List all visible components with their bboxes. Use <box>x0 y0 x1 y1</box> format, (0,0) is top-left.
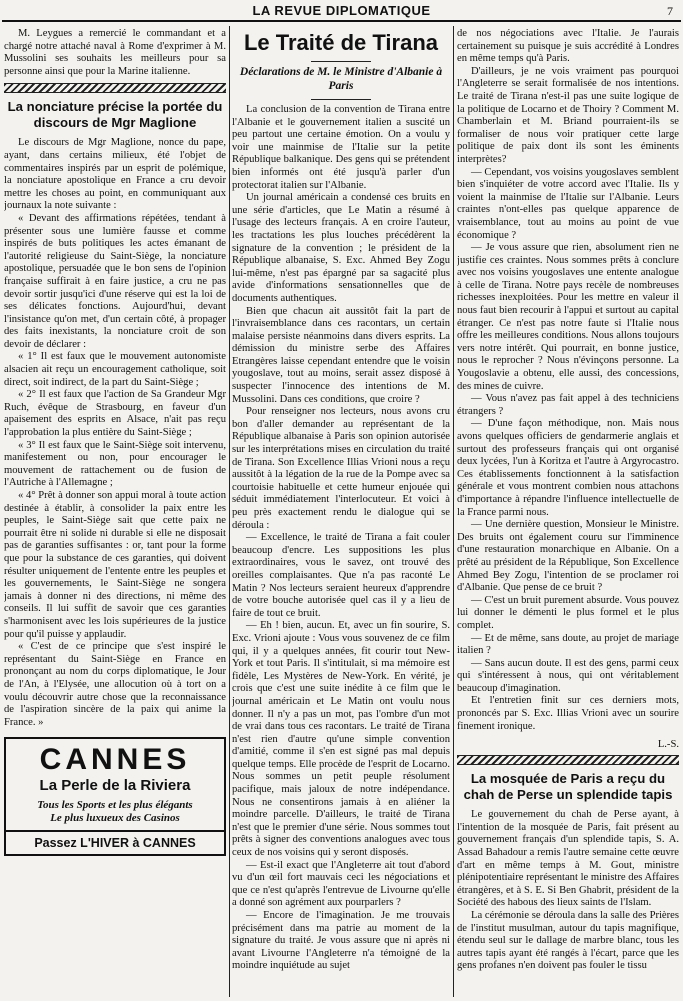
article-paragraph: — D'une façon méthodique, non. Mais nous avons quelques officiers de gendarmerie anglais et surtout des professeurs français qui ont organisé deux lycées, l'un à Koritza et l'autre à Argyrocastro. Ces établissements fonctionnent à la satisfaction générale et vous montrent combien nous attachons d'importance à répandre l'influence intellectuelle de la France parmi nous. <box>457 418 679 518</box>
article-paragraph: — Excellence, le traité de Tirana a fait couler beaucoup d'encre. Les suppositions les plus extraordinaires, vous le savez, ont trouvé des oreilles complaisantes. Que n'a pas raconté Le Matin ? Nos lecteurs seraient heureux d'apprendre de votre bouche autorisée quel cas il y a lieu de faire de tout ce bruit. <box>232 532 450 619</box>
article-paragraph: — Vous n'avez pas fait appel à des techniciens étrangers ? <box>457 393 679 417</box>
article-paragraph: — Eh ! bien, aucun. Et, avec un fin sourire, S. Exc. Vrioni ajoute : Vous vous souvenez de ce film qui, il y a quelques années, fit courir tout New-York et tout Paris. Il s'intitulait, si ma mémoire est fidèle, Les Mystères de New-York. En vérité, je crois que c'est une suite inédite à ce film que le journal américain et Le Matin ont voulu nous donner. Il n'y a pas un mot, pas l'ombre d'un mot de vrai dans tous ces racontars. Le traité de Tirana n'est rien d'autre qu'une simple convention d'amitié, comme il s'en est signé pas mal depuis quelque temps. Elle procède de l'esprit de Locarno. Nous sommes un petit peuple résolument pacifique, mais jaloux de notre indépendance. Nous ne consentirons jamais à en aliéner la moindre parcelle. D'ailleurs, le traité de Tirana n'est que le premier d'une série. Nous sommes tout prêts à signer des conventions analogues avec tous ceux de nos voisins qui y seront disposés. <box>232 620 450 859</box>
ad-footer: Passez L'HIVER à CANNES <box>6 830 224 854</box>
article-paragraph: « C'est de ce principe que s'est inspiré le représentant du Saint-Siège en France en prononçant au nom du corps diplomatique, le Jour de l'An, à l'Elysée, une allocution où à tort on a voulu découvrir autre chose que la reconnaissance de l'aspiration sincère de la paix qui anime la France. » <box>4 641 226 728</box>
article-paragraph: — Sans aucun doute. Il est des gens, parmi ceux qui s'intéressent à nous, qui ont véritablement beaucoup d'imagination. <box>457 657 679 694</box>
cannes-advertisement <box>4 737 226 856</box>
author-signature: L.-S. <box>657 739 679 751</box>
masthead-rule <box>2 20 681 22</box>
masthead <box>0 0 683 22</box>
article-paragraph: — Cependant, vos voisins yougoslaves semblent bien s'inquiéter de votre accord avec l'Italie. Ils y voient la mainmise de l'Italie sur l'Albanie. Leurs craintes n'ont-elles pas quelque apparence de vraisemblance, tout au moins au point de vue économique ? <box>457 166 679 241</box>
article-paragraph: Bien que chacun ait aussitôt fait la part de l'invraisemblance dans ces racontars, un certain malaise persiste néanmoins dans divers esprits. La démission du ministre serbe des Affaires Etrangères laisse cependant entendre que le voisin yougoslave, tout au moins, serait assez disposé à suspecter l'innocence des intentions de M. Mussolini. Dans ces conditions, que croire ? <box>232 305 450 405</box>
ad-line: Tous les Sports et les plus élégants <box>37 799 193 812</box>
article-paragraph: Et l'entretien finit sur ces derniers mots, prononcés par S. Exc. Illias Vrioni avec un sourire finement ironique. <box>457 695 679 732</box>
section-divider <box>4 83 226 93</box>
article-paragraph: Pour renseigner nos lecteurs, nous avons cru bon d'aller demander au représentant de la République albanaise à Paris son opinion autorisée sur les interprétations mises en circulation du traité de Tirana. Son Excellence Illias Vrioni nous a reçu aussitôt à la légation de la rue de la Pompe avec sa courtoisie habituelle et cette humeur enjouée qui séduit immédiatement l'interlocuteur. Et voici à peu près exactement rendu le dialogue qui se déroula : <box>232 406 450 531</box>
article-paragraph: — Et de même, sans doute, au projet de mariage italien ? <box>457 632 679 657</box>
subhead-rule <box>311 99 371 100</box>
article-paragraph: La cérémonie se déroula dans la salle des Prières de l'institut musulman, autour du tapis magnifique, étendu seul sur le dallage de marbre blanc, tous les autres tapis ayant été rangés à l'écart, parce que les gens profanes n'en doivent pas fouler le tissu <box>457 910 679 972</box>
article-paragraph: « 1° Il est faux que le mouvement autonomiste alsacien ait reçu un encouragement catholique, soit direct, soit indirect, de la part du Saint-Siège ; <box>4 351 226 388</box>
column-center <box>232 28 450 997</box>
article-paragraph: « 3° Il est faux que le Saint-Siège soit intervenu, manifestement ou non, pour encourager le mouvement de rattachement ou de fusion de l'Autriche à l'Allemagne ; <box>4 439 226 489</box>
mosquee-headline: La mosquée de Paris a reçu du chah de Perse un splendide tapis <box>463 771 673 803</box>
section-divider <box>457 755 679 765</box>
article-paragraph: Un journal américain a condensé ces bruits en une série d'articles, que Le Matin a résumé à l'usage des lecteurs français. A en croire l'auteur, les tractations les plus louches précédèrent la signature de la convention ; le président de la République albanaise, S. Exc. Ahmed Bey Zogu lui-même, n'est pas épargné par sa sagacité plus avide d'informations sensationnelles que de documents authentiques. <box>232 192 450 304</box>
ad-line: Le plus luxueux des Casinos <box>50 812 180 825</box>
column-right <box>457 28 679 997</box>
tirana-headline: Le Traité de Tirana <box>243 30 438 55</box>
nonciature-headline: La nonciature précise la portée du discours de Mgr Maglione <box>7 99 223 131</box>
article-paragraph: — Une dernière question, Monsieur le Ministre. Des bruits ont également couru sur l'imminence d'une restauration monarchique en Albanie. On a prêté au président de la République, Son Excellence Ahmed Bey Zogu, l'intention de se proclamer roi d'Albanie. Que pense de ce bruit ? <box>457 519 679 594</box>
column-rule <box>229 26 230 997</box>
tirana-subhead: Déclarations de M. le Ministre d'Albanie à Paris <box>239 66 443 92</box>
article-paragraph: — Je vous assure que rien, absolument rien ne justifie ces craintes. Nous sommes prêts à conclure avec nos voisins yougoslaves une entente analogue à celle de Tirana. Notre pays recèle de nombreuses richesses inexploitées. Pour les mettre en valeur il nous faut bien recourir à l'appui et surtout au capital étranger. Ce n'est pas notre faute si l'Italie nous offre les meilleures conditions. Nous allons toujours vers notre intérêt. Qui pourrait, en bonne justice, nous le reprocher ? Nous n'évinçons personne. La Yougoslavie a obtenu, elle aussi, des concessions, des mines de cuivre. <box>457 242 679 392</box>
article-paragraph: — Encore de l'imagination. Je me trouvais précisément dans ma patrie au moment de la signature du traité. Je vous assure que ni après ni avant Livourne l'Angleterre n'a témoigné de la moindre inquiétude au sujet <box>232 910 450 972</box>
intro-paragraph: M. Leygues a remercié le commandant et a chargé notre attaché naval à Rome d'exprimer à M. Mussolini ses souhaits les meilleurs pour sa personne ainsi que pour la Marine italienne. <box>4 28 226 77</box>
article-paragraph: de nos négociations avec l'Italie. Je l'aurais certainement su puisque je suis accrédité à Londres en même temps qu'à Paris. <box>457 28 679 65</box>
article-paragraph: Le gouvernement du chah de Perse ayant, à l'intention de la mosquée de Paris, fait présent au gouvernement français d'un splendide tapis, S. A. Assad Bahadour a remis l'autre semaine cette œuvre d'art en même temps à M. Gout, ministre plénipotentiaire représentant le ministre des Affaires étrangères, et à S. E. Si Ben Ghabrit, président de la Société des habous des lieux saints de l'Islam. <box>457 809 679 909</box>
article-paragraph: D'ailleurs, je ne vois vraiment pas pourquoi l'Angleterre se serait formalisée de nos intentions. Le traité de Tirana n'est-il pas une suite logique de la politique de Locarno et de Thoiry ? Comment M. Chamberlain et M. Briand pourraient-ils se formaliser de nous voir pratiquer cette large politique de paix dont ils sont les éminents interprètes? <box>457 65 679 165</box>
article-paragraph: — Est-il exact que l'Angleterre ait tout d'abord vu d'un œil fort mauvais ceci les négociations et que ce n'est qu'après l'entrevue de Livourne qu'elle a donné son agrément aux pourparlers ? <box>232 859 450 909</box>
headline-rule <box>311 61 371 62</box>
ad-name: CANNES <box>39 743 191 777</box>
article-paragraph: « 2° Il est faux que l'action de Sa Grandeur Mgr Ruch, évêque de Strasbourg, en faveur d'un apaisement des esprits en Alsace, n'ait pas reçu l'approbation la plus entière du Saint-Siège ; <box>4 389 226 439</box>
ad-tagline: La Perle de la Riviera <box>39 777 191 795</box>
page-number: 7 <box>667 4 673 18</box>
article-paragraph: Le discours de Mgr Maglione, nonce du pape, ayant, dans certains milieux, été l'objet de commentaires inspirés par un esprit de polémique, la nonciature apostolique en France a cru devoir mettre les choses au point, en communiquant aux journaux la note suivante : <box>4 137 226 212</box>
article-paragraph: « Devant des affirmations répétées, tendant à présenter sous une lumière fausse et comme inspirés de buts politiques les actes émanant de l'autorité religieuse du Saint-Siège, la nonciature apostolique, persuadée que le bon sens de l'opinion française suffirait à en faire justice, a cru ne pas devoir sortir jusqu'ici d'une réserve qui est la loi de ses délicates fonctions. Aujourd'hui, devant l'insistance qu'on met, d'un certain côté, à propager des faits inexistants, la nonciature croit de son devoir de déclarer : <box>4 212 226 350</box>
article-paragraph: « 4° Prêt à donner son appui moral à toute action destinée à établir, à consolider la paix entre les peuples, le Saint-Siège sait que cette paix ne pourrait être ni solide ni durable si elle ne disposait pas de garanties suffisantes : or, tant pour la forme que pour la substance de ces garanties, qui doivent résulter uniquement de l'entente entre les peuples et les gouvernements, le Saint-Siège ne songera jamais à donner ni des directions, ni même des conseils. Il lui suffit de savoir que ces garanties s'harmonisent avec les lois supérieures de la justice pour qu'il puisse y applaudir. <box>4 490 226 640</box>
article-paragraph: — C'est un bruit purement absurde. Vous pouvez lui donner le démenti le plus formel et le plus complet. <box>457 594 679 631</box>
publication-title: LA REVUE DIPLOMATIQUE <box>252 3 431 18</box>
column-rule <box>453 26 454 997</box>
column-left <box>4 28 226 997</box>
article-paragraph: La conclusion de la convention de Tirana entre l'Albanie et le gouvernement italien a suscité un peu partout une certaine émotion. On a voulu y voir une mainmise de l'Italie sur la petite République balkanique. Des gens qui se prétendent bien informés ont été jusqu'à parler d'un protectorat italien sur l'Albanie. <box>232 104 450 191</box>
